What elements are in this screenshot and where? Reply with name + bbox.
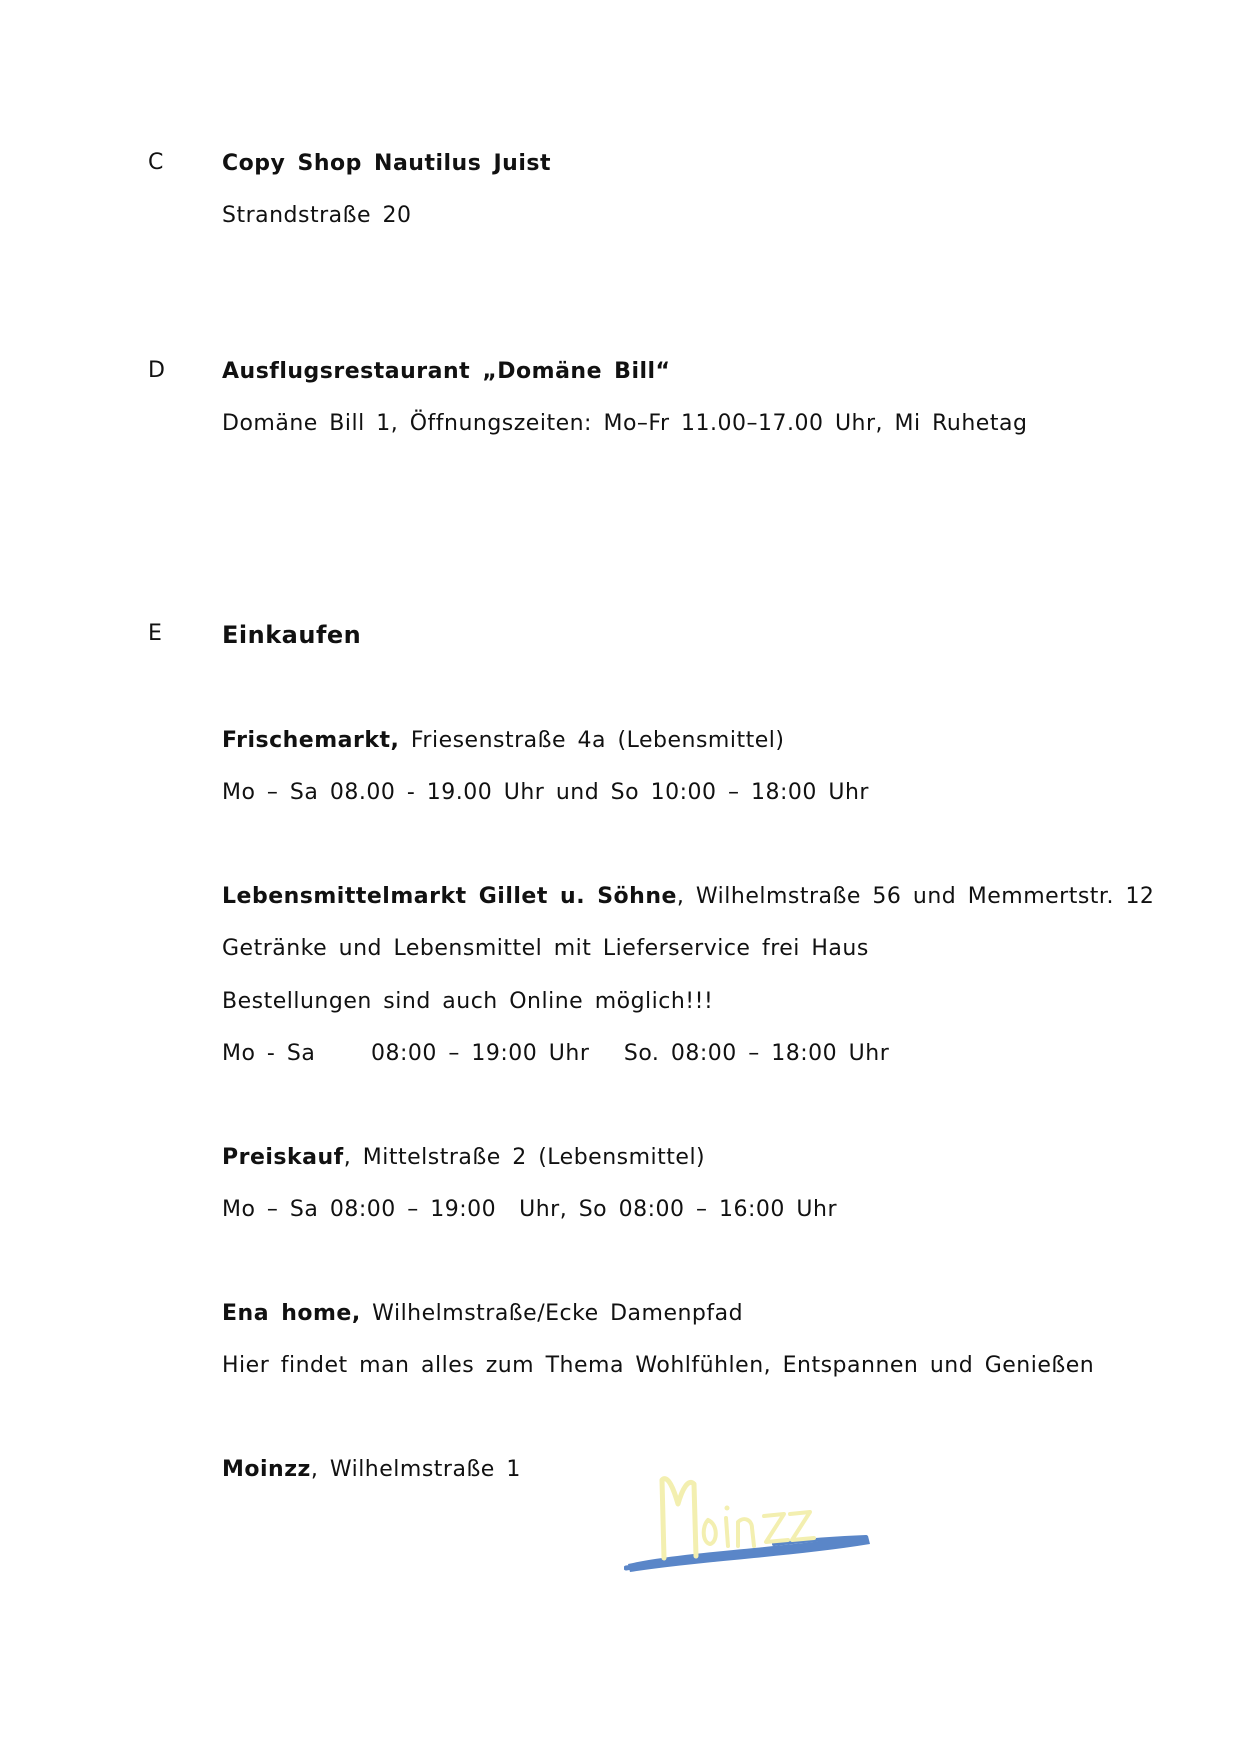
shopping-title: Einkaufen <box>222 621 362 649</box>
gillet-name: Lebensmittelmarkt Gillet u. Söhne <box>222 884 677 909</box>
gillet-hours-times: 08:00 – 19:00 Uhr So. 08:00 – 18:00 Uhr <box>371 1041 890 1066</box>
preiskauf-hours: Mo – Sa 08:00 – 19:00 Uhr, So 08:00 – 16:00 Uhr <box>222 1197 838 1222</box>
ena-home-heading <box>222 1300 743 1328</box>
gillet-online-note: Bestellungen sind auch Online möglich!!! <box>222 989 714 1014</box>
frischemarkt-name: Frischemarkt, <box>222 728 400 753</box>
copy-shop-title: Copy Shop Nautilus Juist <box>222 151 551 176</box>
ena-home-description: Hier findet man alles zum Thema Wohlfühlen, Entspannen und Genießen <box>222 1353 1095 1378</box>
ena-home-name: Ena home, <box>222 1301 361 1326</box>
preiskauf-heading <box>222 1144 705 1172</box>
gillet-hours-days: Mo - Sa <box>222 1041 316 1066</box>
section-letter-e: E <box>148 621 163 646</box>
preiskauf-name: Preiskauf <box>222 1145 344 1170</box>
gillet-address: , Wilhelmstraße 56 und Memmertstr. 12 <box>676 884 1155 909</box>
frischemarkt-hours: Mo – Sa 08.00 - 19.00 Uhr und So 10:00 – 18:00 Uhr <box>222 780 869 805</box>
preiskauf-address: , Mittelstraße 2 (Lebensmittel) <box>343 1145 706 1170</box>
moinzz-heading <box>222 1456 521 1484</box>
section-letter-d: D <box>148 358 166 383</box>
gillet-services: Getränke und Lebensmittel mit Lieferservice frei Haus <box>222 936 869 961</box>
moinzz-address: , Wilhelmstraße 1 <box>310 1457 521 1482</box>
moinzz-logo-icon <box>624 1460 876 1578</box>
restaurant-title: Ausflugsrestaurant „Domäne Bill“ <box>222 359 671 384</box>
ena-home-address: Wilhelmstraße/Ecke Damenpfad <box>360 1301 744 1326</box>
frischemarkt-heading <box>222 727 784 755</box>
section-letter-c: C <box>148 150 164 175</box>
restaurant-details: Domäne Bill 1, Öffnungszeiten: Mo–Fr 11.00–17.00 Uhr, Mi Ruhetag <box>222 411 1028 436</box>
frischemarkt-address: Friesenstraße 4a (Lebensmittel) <box>399 728 785 753</box>
copy-shop-address: Strandstraße 20 <box>222 203 412 228</box>
gillet-heading <box>222 883 1154 911</box>
moinzz-name: Moinzz <box>222 1457 311 1482</box>
